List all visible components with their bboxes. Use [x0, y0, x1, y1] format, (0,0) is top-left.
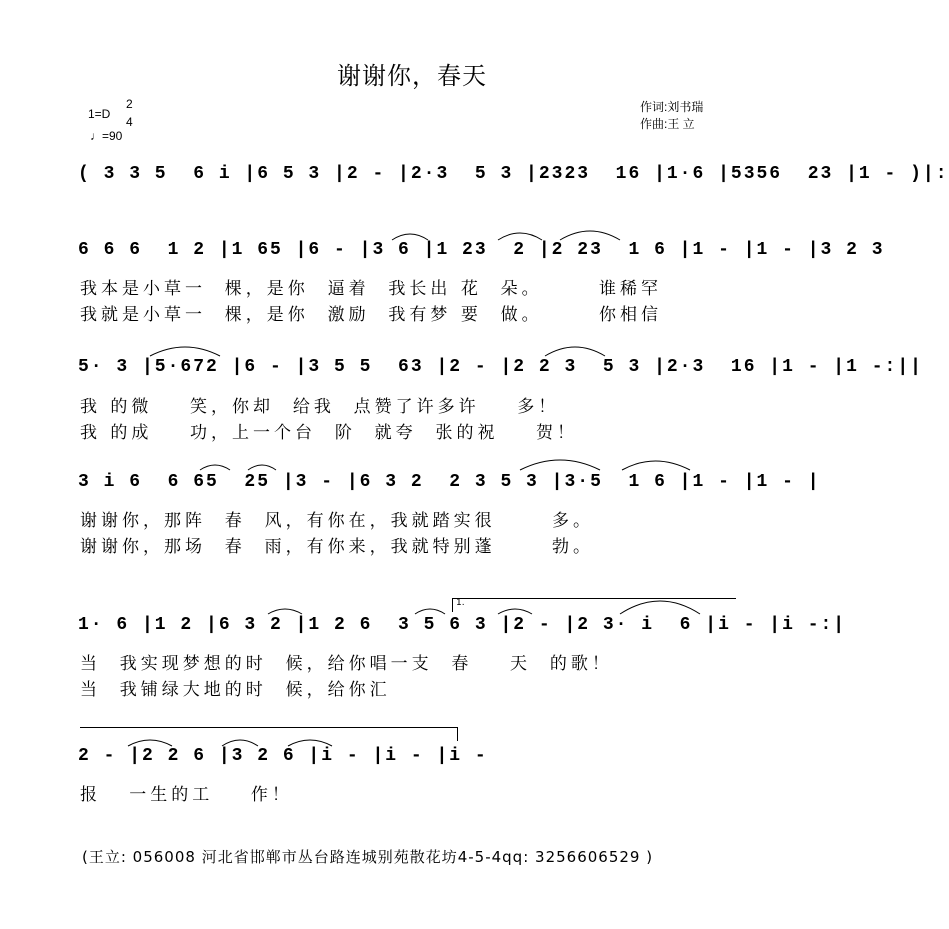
line5-notes: 2 - |2 2 6 |3 2 6 |i - |i - |i - — [78, 746, 488, 766]
line3-lyric1: 谢谢你，那阵 春 风，有你在，我就踏实很 多。 — [80, 511, 595, 531]
composer: 作曲:王 立 — [640, 117, 695, 131]
line3-lyric2: 谢谢你，那场 春 雨，有你来，我就特别蓬 勃。 — [80, 537, 595, 557]
contact-footer: (王立: 056008 河北省邯郸市丛台路连城别苑散花坊4-5-4qq: 3256606529 ) — [82, 848, 654, 866]
line1-lyric1: 我本是小草一 棵，是你 逼着 我长出 花 朵。 谁稀罕 — [80, 279, 663, 299]
time-top: 2 — [126, 97, 133, 111]
slur — [288, 740, 332, 746]
line3-notes: 3 i 6 6 65 25 |3 - |6 3 2 2 3 5 3 |3·5 1 6 |1 - |1 - | — [78, 472, 821, 492]
slur — [200, 465, 230, 470]
line5-lyric1: 报 一生的工 作！ — [80, 785, 293, 805]
line2-lyric2: 我 的成 功，上一个台 阶 就夸 张的祝 贺！ — [80, 423, 579, 443]
slur — [520, 460, 600, 470]
slur — [620, 601, 700, 614]
slur — [392, 234, 428, 240]
slur — [222, 740, 258, 746]
slur — [150, 347, 220, 356]
key-label: 1=D — [88, 107, 111, 121]
lyricist: 作词:刘书瑞 — [640, 100, 704, 114]
slur — [498, 609, 532, 614]
tempo-mark: ♩=90 — [90, 129, 123, 143]
slur — [622, 461, 690, 470]
line2-notes: 5· 3 |5·672 |6 - |3 5 5 63 |2 - |2 2 3 5 3 |2·3 16 |1 - |1 -:|| — [78, 357, 923, 377]
time-bottom: 4 — [126, 115, 133, 129]
line1-lyric2: 我就是小草一 棵，是你 激励 我有梦 要 做。 你相信 — [80, 305, 663, 325]
slur — [128, 740, 172, 746]
slur — [545, 347, 605, 356]
line2-lyric1: 我 的微 笑，你却 给我 点赞了许多许 多！ — [80, 397, 560, 417]
line1-notes: 6 6 6 1 2 |1 65 |6 - |3 6 |1 23 2 |2 23 1 6 |1 - |1 - |3 2 3 — [78, 240, 885, 260]
slur — [268, 609, 302, 614]
slur — [248, 465, 276, 470]
song-title: 谢谢你，春天 — [337, 62, 487, 90]
slur — [498, 233, 542, 240]
volta-label: 1. — [456, 598, 465, 608]
slur — [560, 231, 620, 240]
line4-lyric2: 当 我铺绿大地的时 候，给你汇 — [80, 680, 391, 700]
slur — [415, 609, 445, 614]
line4-lyric1: 当 我实现梦想的时 候，给你唱一支 春 天 的歌！ — [80, 654, 613, 674]
intro-notes: ( 3 3 5 6 i |6 5 3 |2 - |2·3 5 3 |2323 16 |1·6 |5356 23 |1 - )|: — [78, 164, 949, 184]
line4-notes: 1· 6 |1 2 |6 3 2 |1 2 6 3 5 6 3 |2 - |2 3· i 6 |i - |i -:| — [78, 615, 847, 635]
